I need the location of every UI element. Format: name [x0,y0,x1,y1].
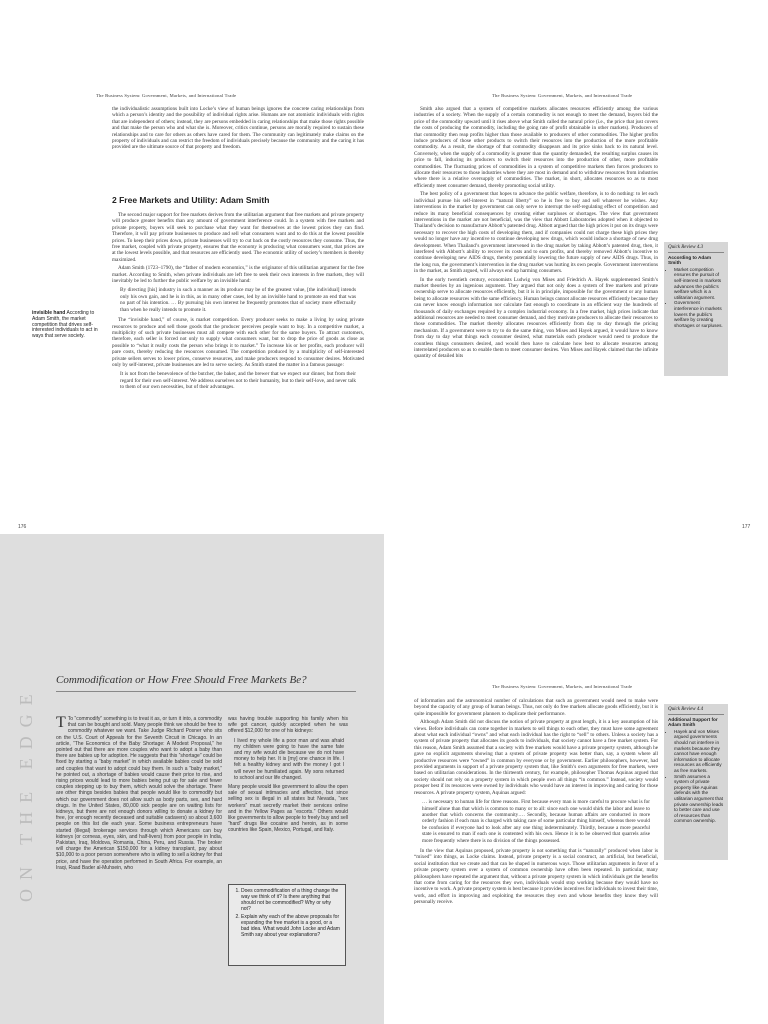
quick-review-box [664,242,728,376]
margin-definition [32,311,108,340]
feature-title: Commodification or How Free Should Free Markets Be? [56,674,307,686]
side-title: ON THE EDGE [16,685,36,903]
section-heading: 2 Free Markets and Utility: Adam Smith [112,195,270,205]
page-body [414,106,658,526]
page-176 [0,0,384,534]
paragraph: In the early twentieth century, economists Ludwig von Mises and Friedrich A. Hayek supplemented Smith’s market theories by an ingenious argument. They argued that not only does a system of free markets and private ownership serve to allocate resources efficiently, but it is in principle, impossible for the government or any human being to allocate resources with the same efficiency. Human beings cannot allocate resources efficiently because they can never know enough information nor calculate fast enough to coordinate in an efficient way the hundreds of thousands of daily exchanges required by a complex industrial economy. In a free market, high prices indicate that additional resources are needed to meet consumer demand, and they motivate producers to allocate their resources to those commodities. The market thereby allocates resources efficiently from day to day through the pricing mechanism. If a government were to try to do the same thing, von Mises and Hayek argued, it would have to know from day to day what things each consumer desired, what materials each producer would need to produce the countless things consumers desired, and would then have to calculate how best to allocate resources among interrelated producers so as to enable them to meet consumer desires. Von Mises and Hayek claimed that the infinite quantity of detailed bits [414,276,658,360]
paragraph: The best policy of a government that hopes to advance the public welfare, therefore, is to do nothing: to let each individual pursue his self-interest in “natural liberty” so he is free to buy and sell whatever he wishes. Any interventions in the market by government can only serve to interrupt the self-regulating effect of competition and reduce its many beneficial consequences by creating either surpluses or shortages. The view that government interventions in the market are not beneficial, was the view that Abbott Laboratories adopted when it objected to Thailand’s decision to manufacture Abbott’s patented drug. Abbott argued that the high prices it put on its drugs were necessary to recover the high costs of developing them, and if companies could not charge these high prices they would no longer have any incentive to continue developing new drugs, which would induce a shortage of new drug development. When Thailand’s government intervened in the drug market by taking Abbott’s patented drug, then, it interfered with Abbott’s ability to recover its costs and to earn profits, and thereby removed Abbott’s incentive to continue developing new AIDS drugs, thereby potentially lowering the future supply of new AIDS drugs. Thus, in the long run, the government’s intervention in the drug market was hurting its own people. Government interventions in the market, as Smith argued, will always end up harming consumers. [414,191,658,275]
intro-paragraph [112,106,364,186]
quick-review-heading: Additional Support for Adam Smith [668,716,718,728]
discussion-questions [228,884,346,966]
paragraph: of information and the astronomical number of calculations that such an government would need to make were beyond the capacity of any group of human beings. Thus, not only do free markets allocate goods efficiently, but it is quite impossible for government planners to duplicate their performance. [414,698,658,717]
running-head: The Business System: Government, Markets, and International Trade [96,93,237,98]
margin-definition-text: According to Adam Smith, the market competition that drives self-interested individuals to act in ways that serve society. [32,310,98,340]
page-178 [0,534,384,1024]
title-rule [56,691,356,692]
running-head: The Business System: Government, Markets, and International Trade [492,93,633,98]
section-body [112,212,364,512]
quick-review-list [668,267,724,329]
page-number: 176 [18,524,27,530]
block-quote: It is not from the benevolence of the butcher, the baker, and the brewer that we expect our dinner, but from their regard for their own self-interest. We address ourselves not to their humanity, but to their self-love, and never talk to them of our own necessities, but of their advantages. [120,371,356,391]
paragraph: The “invisible hand,” of course, is market competition. Every producer seeks to make a living by using private resources to produce and sell those goods that the producer perceives people want to buy. In a competitive market, a multiplicity of such private businesses must all compete with each other for the same buyers. To attract customers, therefore, each seller is forced not only to supply what consumers want, but to drop the price of goods as close as possible to “what it really costs the person who brings it to market.” To increase his or her profits, each producer will pare costs, thereby reducing the resources consumed. The competition produced by a multiplicity of self-interested private sellers serves to lower prices, conserve resources, and make producers respond to consumer desires. Motivated only by self-interest, private businesses are led to serve society. As Smith stated the matter in a famous passage: [112,317,364,368]
question-item: 1. Does commodification of a thing change the way we think of it? Is there anything that should not be commodified? Why or why not? [241,888,341,912]
page-177 [384,0,768,534]
feature-column-2 [228,716,348,880]
block-quote: By directing [his] industry in such a manner as its produce may be of the greatest value, [the individual] intends only his own gain, and he is in this, as in many other cases, led by an invisible hand to promote an end that was no part of his intention. … By pursuing his own interest he frequently promotes that of society more effectually than when he really intends to promote it. [120,287,356,313]
quick-review-item: • Market competition ensures the pursuit of self-interest in markets advances the public’s welfare which is a utilitarian argument. [674,267,724,301]
question-item: 2. Explain why each of the above proposals for expanding the free market is a good, or a bad idea. What would John Locke and Adam Smith say about your explanations? [241,914,341,938]
paragraph: Although Adam Smith did not discuss the notion of private property at great length, it is a key assumption of his views. Before individuals can come together in markets to sell things to each other, they must have some agreement about what each individual “owns” and what each individual has the right to “sell” to others. Unless a society has a system of private property that allocates its goods to individuals, that society cannot have a free market system. For this reason, Adam Smith assumed that a society with free markets would have a private property system, although he gave no explicit arguments showing that a system of private property was better than, say, a system where all productive resources were “owned” in common by everyone or by government. Earlier philosophers, however, had provided arguments in support of a private property system that, like Smith’s own arguments for free markets, were based on utilitarian considerations. In the thirteenth century, for example, philosopher Thomas Aquinas argued that society should not rely on a property system in which people own all things “in common.” Instead, society would prosper best if its resources were owned by individuals who would have an interest in improving and caring for those resources. A private property system, Aquinas argued: [414,719,658,796]
quick-review-heading: According to Adam Smith [668,254,712,266]
drop-cap: T [56,716,66,731]
quick-review-title: Quick Review 4.3 [668,245,724,253]
block-quote: … is necessary to human life for three reasons. First because every man is more careful to procure what is for himself alone than that which is common to many or to all: since each one would shirk the labor and leave to another that which concerns the community…. Secondly, because human affairs are conducted in more orderly fashion if each man is charged with taking care of some particular thing himself, whereas there would be confusion if everyone had to look after any one thing indeterminately. Thirdly, because a more peaceful state is ensured to man if each one is contented with his own. Hence it is to be observed that quarrels arise more frequently where there is no division of the things possessed. [422,799,650,844]
paragraph: Adam Smith (1723–1790), the “father of modern economics,” is the originator of this utilitarian argument for the free market. According to Smith, when private individuals are left free to seek their own interests in free markets, they will inevitably be led to further the public welfare by an invisible hand: [112,265,364,285]
feature-quote: I lived my whole life a poor man and was afraid my children were going to have the same fate and my wife would die because we do not have money to help her. It is [my] one chance in life. I felt a healthy kidney and with the money I got I will never be humiliated again. My sons returned to school and our life changed. [234,737,344,781]
quick-review-item: • Government interference in markets lowers the public’s welfare by creating shortages or surpluses. [674,300,724,328]
paragraph: Smith also argued that a system of competitive markets allocates resources efficiently among the various industries of a society. When the supply of a certain commodity is not enough to meet the demand, buyers bid the price of the commodity upward until it rises above what Smith called the natural price (i.e., the price that just covers the costs of producing the commodity, including the going rate of profit obtainable in other markets). Producers of that commodity then reap profits higher than those available to producers of other commodities. The higher profits induce producers of those other products to switch their resources into the production of the more profitable commodity. As a result, the shortage of that commodity disappears and its price sinks back to its natural level. Conversely, when the supply of a commodity is greater than the quantity demanded, the resulting surplus causes its price to fall, inducing its producers to switch their resources into the production of other, more profitable commodities. The fluctuating prices of commodities in a system of competitive markets then forces producers to allocate their resources to those industries where they are most in demand and to withdraw resources from industries where there is a relative oversupply of commodities. The market, in short, allocates resources so as to most efficiently meet consumer demand, thereby promoting social utility. [414,106,658,189]
running-head: The Business System: Government, Markets, and International Trade [492,684,633,689]
quick-review-item: • Hayek and von Mises argued governments should not interfere in markets because they cannot have enough information to allocate resources as efficiently as free markets. [674,729,724,774]
quick-review-box [664,704,728,860]
page-179 [384,534,768,1024]
feature-paragraph: was having trouble supporting his family when his wife got cancer, quickly accepted when he was offered $12,000 for one of his kidneys: [228,716,348,735]
feature-paragraph: Many people would like government to allow the open sale of sexual intimacies and affection, but since selling sex is illegal in all states but Nevada, “sex workers” must secretly market their services online and in the Yellow Pages as “escorts.” Others would like governments to allow people to freely buy and sell “hard” drugs like cocaine and heroin, as in some countries like Spain, Mexico, Portugal, and Italy. [228,784,348,834]
paragraph: In the view that Aquinas proposed, private property is not something that is “naturally” produced when labor is “mixed” into things, as Locke claims. Instead, private property is a social construct, an artificial, but beneficial, social institution that we create and that can be shaped in numerous ways. Those utilitarian arguments in favor of a private property system over a system of common ownership have often been repeated. In particular, many philosophers have repeated the argument that, without a private property system in which individuals get the benefits that come from caring for the resources they own, individuals would stop working because they would have no incentive to work. A private property system is best because it provides incentives for individuals to invest their time, work, and effort in improving and exploiting the resources they own and whose benefits they know they will personally receive. [414,847,658,906]
feature-paragraph [56,716,222,871]
feature-text: To “commodify” something is to treat it as, or turn it into, a commodity that can be bought and sold. Many people think we should be free to commodify whatever we want. Take Judge Richard Posner who sits on the U.S. Court of Appeals for the Seventh Circuit in Chicago. In an article, “The Economics of the Baby Shortage: A Modest Proposal,” he pointed out that there are more couples who want to adopt a baby than there are babies up for adoption. He suggests that this “shortage” could be fixed by starting a “baby market” in which available babies could be sold and couples that want to adopt could buy them. In such a “baby market,” he pointed out, a shortage of babies would cause their price to rise, and rising prices would lead to more babies being put up for sale and fewer couples stepping up to buy them, which would solve the shortage. There are other things besides babies that people would like to commodify but which our government does not allow such as body parts, sex, and hard drugs. In the United States, 80,000 sick people are on waiting lists for kidneys, but there are not enough donors willing to donate a kidney for free, (or enough recently deceased and suitable cadavers) so about 3,600 people on this list die each year. Some business entrepreneurs have started (illegal) brokerage services through which Americans can buy kidneys (or corneas, eyes, skin, and half-livers) from poor people in India, Pakistan, Iraq, Moldova, Romania, China, Peru, and Russia. The broker will charge the American $150,000 for a kidney transplant, pay about $10,000 to a poor person somewhere who is willing to sell a kidney for that price, and have the operation performed in South Africa. For example, an Iraqi, Raad Bader al-Muhsein, who [56,716,222,871]
page-number: 177 [742,524,751,530]
question-list [233,888,341,938]
margin-term: invisible hand [32,310,66,316]
paragraph: The second major support for free markets derives from the utilitarian argument that free markets and private property will produce greater benefits than any amount of government interference could. In a system with free markets and private property, buyers will seek to purchase what they want for themselves at the lowest prices they can find. Therefore, it will pay private businesses to produce and sell what consumers want and to do this at the lowest possible prices. To keep their prices down, private businesses will try to cut back on the costly resources they consume. Thus, the free market, coupled with private property, ensures that the economy is producing what consumers want, that prices are at the lowest levels possible, and that resources are efficiently used. The economic utility of society’s members is thereby maximized. [112,212,364,263]
feature-column-1 [56,716,222,1022]
intro-text: the individualistic assumptions built into Locke’s view of human beings ignores the concrete caring relationships from which a person’s identity and the possibility of individual rights arise. Humans are not atomistic individuals with rights that are independent of others; instead, they are persons embedded in caring relationships that make those rights possible and that make the person who and what she is. Moreover, critics continue, persons are morally required to sustain these relationships and to care for others as others have cared for them. The community can legitimately make claims on the property of individuals and can restrict the freedom of individuals precisely because the community and the caring it has provided are the ultimate source of that property and freedom. [112,106,364,151]
quick-review-title: Quick Review 4.4 [668,707,724,715]
quick-review-list [668,729,724,824]
quick-review-item: • Smith assumes a system of private property like Aquinas defends with the utilitarian argument that private ownership leads to better care and use of resources than common ownership. [674,774,724,824]
page-body [414,698,658,1018]
